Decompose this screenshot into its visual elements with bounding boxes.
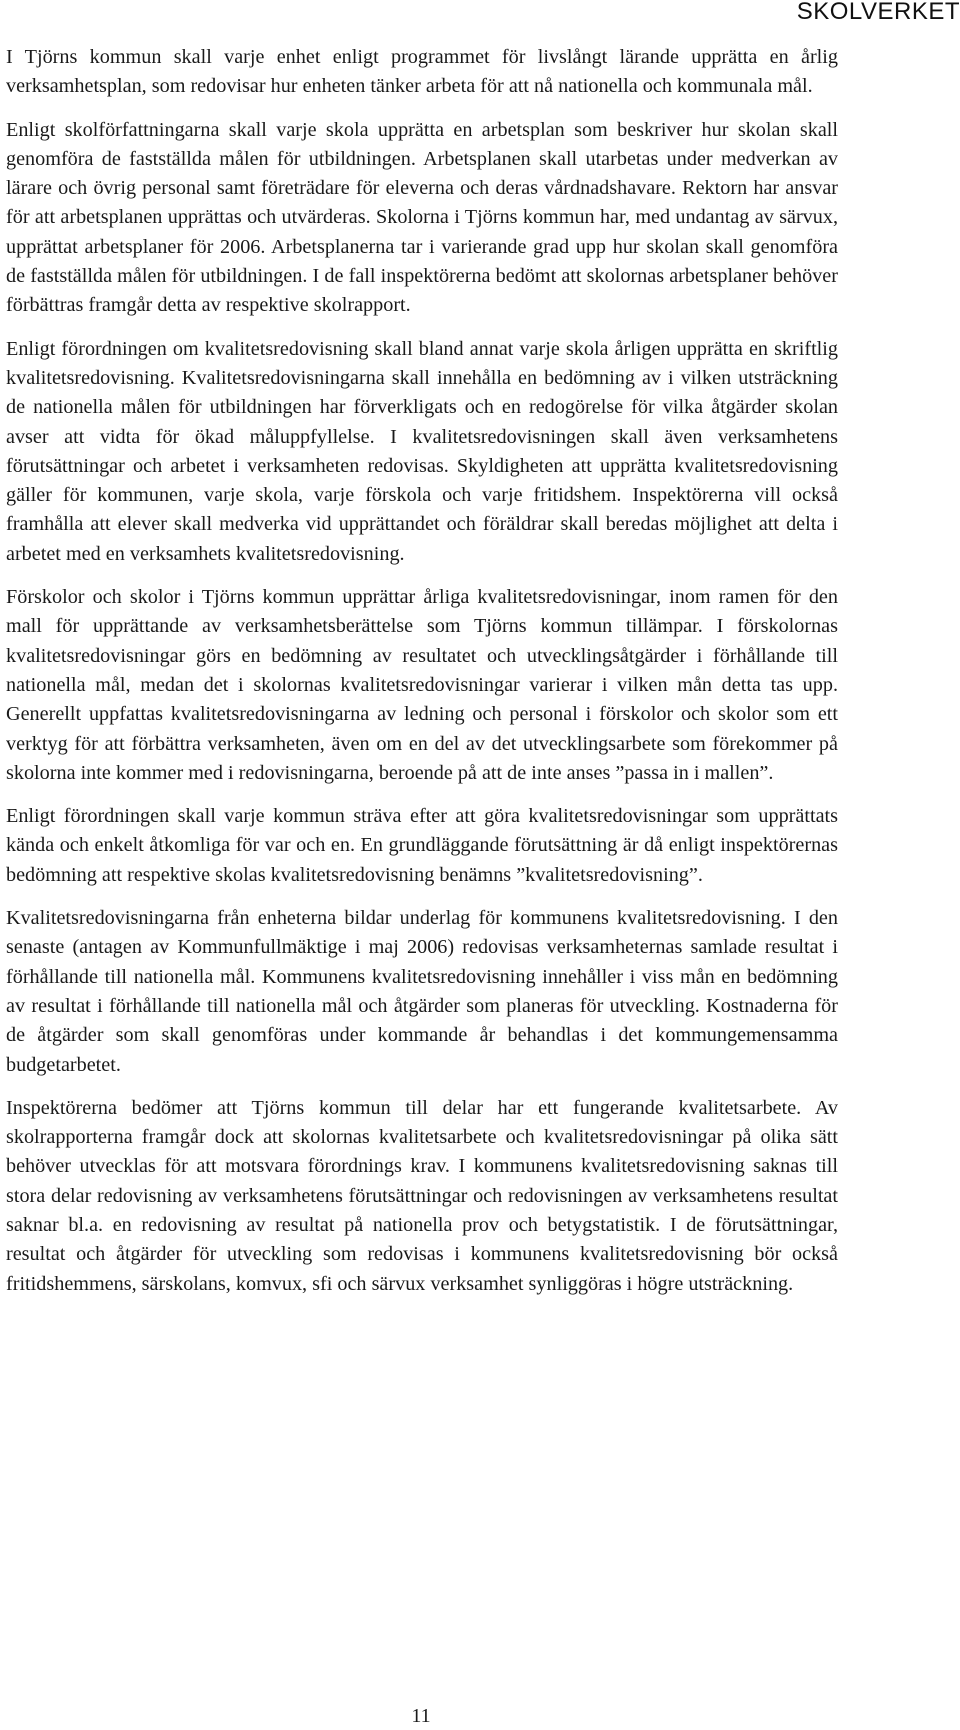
document-body	[6, 43, 838, 1299]
paragraph-arbetsplan: Enligt skolförfattningarna skall varje skola upprätta en arbetsplan som beskriver hur skolan skall genomföra de fastställda målen för utbildningen. Arbetsplanen skall utarbetas under medverkan av lärare och övrig personal samt företrädare för eleverna och deras vårdnadshavare. Rektorn har ansvar för att arbetsplanen upprättas och utvärderas. Skolorna i Tjörns kommun har, med undantag av särvux, upprättat arbetsplaner för 2006. Arbetsplanerna tar i varierande grad upp hur skolan skall genomföra de fastställda målen för utbildningen. I de fall inspektörerna bedömt att skolornas arbetsplaner behöver förbättras framgår detta av respektive skolrapport.	[6, 118, 838, 317]
paragraph-forskolor-skolor: Förskolor och skolor i Tjörns kommun upprättar årliga kvalitetsredovisningar, inom ramen för den mall för upprättande av verksamhetsberättelse som Tjörns kommun tillämpar. I förskolornas kvalitetsredovisningar görs en bedömning av resultatet och utvecklingsåtgärder i förhållande till nationella mål, medan det i skolornas kvalitetsredovisningar varierar i vilken mån detta tas upp. Generellt uppfattas kvalitetsredovisningarna av ledning och personal i förskolor och skolor som ett verktyg för att förbättra verksamheten, även om en del av det utvecklingsarbete som förekommer på skolorna inte kommer med i redovisningarna, beroende på att de inte anses ”passa in i mallen”.	[6, 586, 838, 784]
paragraph-tillganglighet: Enligt förordningen skall varje kommun sträva efter att göra kvalitetsredovisningar som upprättats kända och enkelt åtkomliga för var och en. En grundläggande förutsättning är då enligt inspektörernas bedömning att respektive skolas kvalitetsredovisning benämns ”kvalitetsredovisning”.	[6, 805, 838, 886]
paragraph-kvalitetsredovisning-forordning: Enligt förordningen om kvalitetsredovisning skall bland annat varje skola årligen upprätta en skriftlig kvalitetsredovisning. Kvalitetsredovisningarna skall innehålla en bedömning av i vilken utsträckning de nationella målen för utbildningen har förverkligats och en redogörelse för vilka åtgärder skolan avser att vidta för ökad måluppfyllelse. I kvalitetsredovisningen skall även verksamhetens förutsättningar och arbetet i verksamheten redovisas. Skyldigheten att upprätta kvalitetsredovisning gäller för kommunen, varje skola, varje förskola och varje fritidshem. Inspektörerna vill också framhålla att elever skall medverka vid upprättandet och föräldrar skall beredas möjlighet att delta i arbetet med en verksamhets kvalitetsredovisning.	[6, 337, 838, 565]
paragraph-kommunens-redovisning: Kvalitetsredovisningarna från enheterna bildar underlag för kommunens kvalitetsredovisning. I den senaste (antagen av Kommunfullmäktige i maj 2006) redovisas verksamheternas samlade resultat i förhållande till nationella mål. Kommunens kvalitetsredovisning innehåller i viss mån en bedömning av resultat i förhållande till nationella mål och åtgärder som planeras för utveckling. Kostnaderna för de åtgärder som skall genomföras under kommande år behandlas i det kommungemensamma budgetarbetet.	[6, 907, 838, 1076]
paragraph-verksamhetsplan: I Tjörns kommun skall varje enhet enligt programmet för livslångt lärande upprätta en årlig verksamhetsplan, som redovisar hur enheten tänker arbeta för att nå nationella och kommunala mål.	[6, 46, 838, 98]
page-number: 11	[411, 1705, 431, 1727]
publisher-brand: SKOLVERKET	[796, 0, 960, 25]
paragraph-bedomning: Inspektörerna bedömer att Tjörns kommun till delar har ett fungerande kvalitetsarbete. Av skolrapporterna framgår dock att skolornas kvalitetsarbete och kvalitetsredovisningar på olika sätt behöver utvecklas för att motsvara förordnings krav. I kommunens kvalitetsredovisning saknas till stora delar redovisning av verksamhetens förutsättningar och redovisningen av verksamhetens resultat saknar bl.a. en redovisning av resultat på nationella prov och betygstatistik. I de förutsättningar, resultat och åtgärder för utveckling som redovisas i kommunens kvalitetsredovisning bör också fritidshemmens, särskolans, komvux, sfi och särvux verksamhet synliggöras i högre utsträckning.	[6, 1096, 838, 1295]
